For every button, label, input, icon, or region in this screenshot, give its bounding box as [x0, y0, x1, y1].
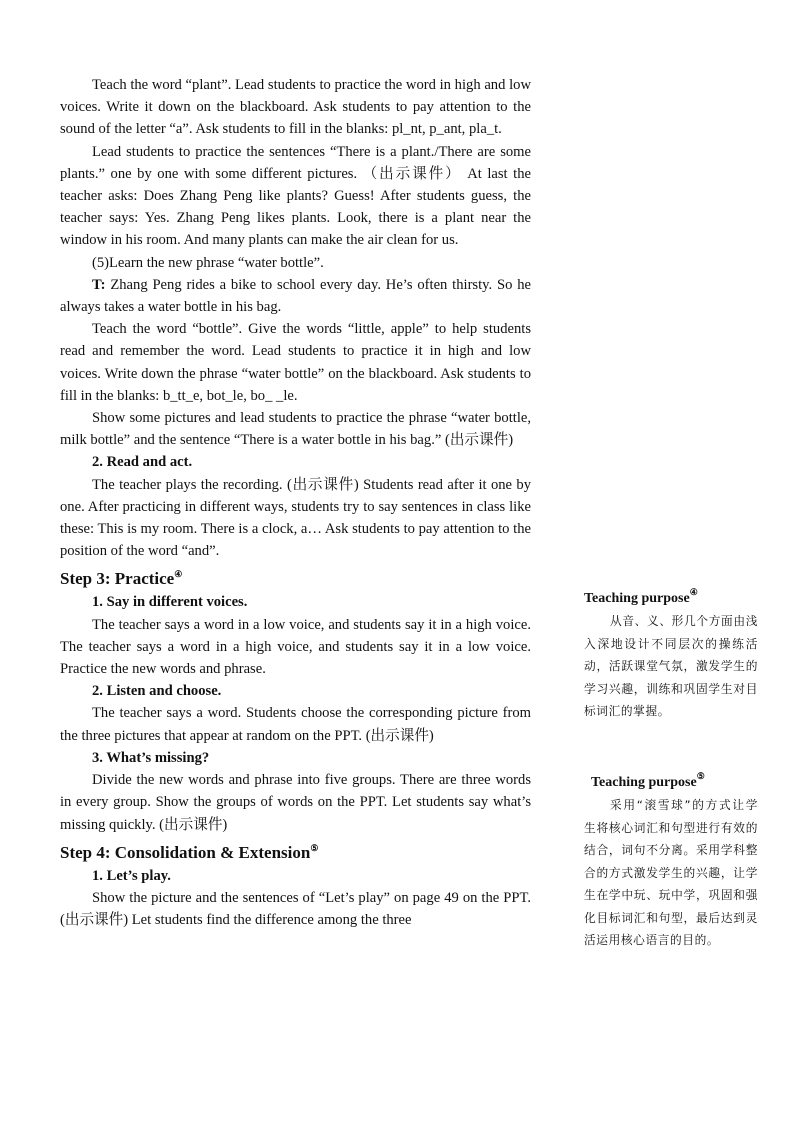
water-bottle-intro: (5)Learn the new phrase “water bottle”. — [92, 254, 324, 271]
teaching-purpose-note-5 — [584, 765, 758, 952]
purpose-5-title — [584, 765, 758, 794]
voices-paragraph: The teacher says a word in a low voice, and students say it in a high voice. The teacher says a word in a high voice, and students say it in a low voice. Practice the new words and phrase. — [60, 616, 531, 678]
teach-plant-paragraph: Teach the word “plant”. Lead students to practice the word in high and low voices. Write it down on the blackboard. Ask students to pay attention to the sound of the letter “a”. Ask students to fill in the blanks: pl_nt, p_ant, pla_t. — [60, 77, 531, 138]
missing-paragraph: Divide the new words and phrase into five groups. There are three words in every group. Show the groups of words on the PPT. Let students say what’s missing quickly. (出示课件) — [60, 772, 531, 833]
purpose-4-mark: ④ — [689, 587, 698, 597]
bottle-pictures-paragraph: Show some pictures and lead students to practice the phrase “water bottle, milk bottle” and the sentence “There is a water bottle in his bag.” (出示课件) — [60, 410, 531, 449]
read-and-act-heading: 2. Read and act. — [92, 454, 193, 471]
plant-sentences-paragraph: Lead students to practice the sentences “There is a plant./There are some plants.” one by one with some different pictures. （出示课件） At last the teacher asks: Does Zhang Peng like plants? Guess! After students guess, the teacher says: Yes. Zhang Peng likes plants. Look, there is a plant near the window in his room. And many plants can make the air clean for us. — [60, 143, 531, 249]
step3-footnote-mark: ④ — [174, 569, 183, 580]
whats-missing-heading: 3. What’s missing? — [92, 749, 210, 766]
step4-footnote-mark: ⑤ — [310, 842, 319, 853]
purpose-4-title — [584, 581, 758, 610]
purpose-4-title-text: Teaching purpose — [584, 591, 690, 606]
step3-title: Step 3: Practice — [60, 569, 175, 589]
recording-paragraph: The teacher plays the recording. (出示课件) Students read after it one by one. After practicing in different ways, students try to say sentences in class like these: This is my room. There is a clock, a… Ask students to pay attention to the position of the word “and”. — [60, 476, 531, 560]
lets-play-paragraph: Show the picture and the sentences of “Let’s play” on page 49 on the PPT.(出示课件) Let students find the difference among the three — [60, 889, 531, 929]
step4-title: Step 4: Consolidation & Extension — [60, 842, 311, 862]
listen-choose-heading: 2. Listen and choose. — [92, 683, 222, 700]
say-voices-heading: 1. Say in different voices. — [92, 594, 248, 611]
purpose-4-text: 从音、义、形几个方面由浅入深地设计不同层次的操练活动，活跃课堂气氛，激发学生的学习兴趣，训练和巩固学生对目标词汇的掌握。 — [584, 614, 758, 718]
listen-paragraph: The teacher says a word. Students choose the corresponding picture from the three pictures that appear at random on the PPT. (出示课件) — [60, 705, 531, 744]
teach-bottle-paragraph: Teach the word “bottle”. Give the words “little, apple” to help students read and remember the word. Lead students to practice it in high and low voices. Write down the phrase “water bottle” on the blackboard. Ask students to fill in the blanks: b_tt_e, bot_le, bo_ _le. — [60, 321, 531, 404]
teacher-label: T: — [92, 276, 106, 293]
purpose-5-mark: ⑤ — [696, 771, 705, 781]
step4-heading — [60, 836, 531, 865]
teacher-line-paragraph — [60, 274, 531, 318]
lets-play-heading: 1. Let’s play. — [92, 867, 171, 884]
lesson-plan-body — [60, 74, 531, 931]
purpose-5-text: 采用“滚雪球”的方式让学生将核心词汇和句型进行有效的结合，词句不分离。采用学科整合的方式激发学生的兴趣，让学生在学中玩、玩中学，巩固和强化目标词汇和句型，最后达到灵活运用核心语言的目的。 — [584, 798, 758, 947]
teacher-line-text: Zhang Peng rides a bike to school every day. He’s often thirsty. So he always takes a water bottle in his bag. — [60, 276, 531, 316]
step3-heading — [60, 562, 531, 591]
teaching-purpose-note-4 — [584, 581, 758, 723]
purpose-5-title-text: Teaching purpose — [591, 775, 697, 790]
